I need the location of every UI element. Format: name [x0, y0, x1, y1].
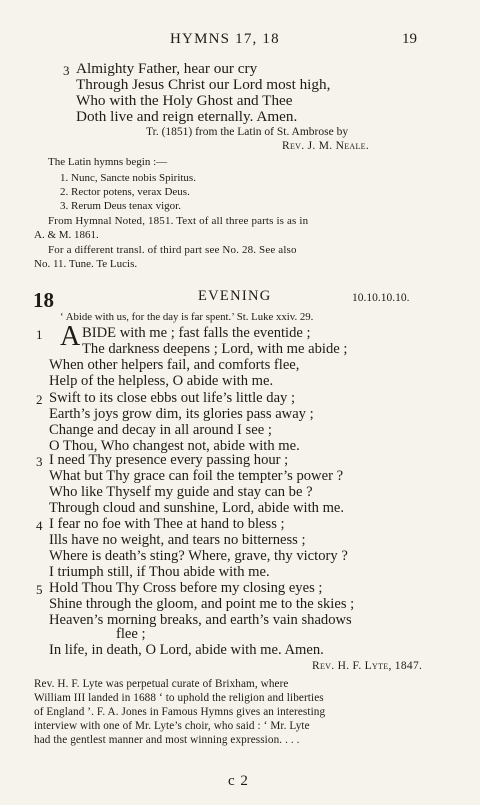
- verse-line: Who with the Holy Ghost and Thee: [76, 92, 293, 109]
- footnote-line: had the gentlest manner and most winning expression. . . .: [34, 734, 300, 746]
- translation-note: For a different transl. of third part see No. 28. See also: [48, 244, 297, 256]
- verse-line: Earth’s joys grow dim, its glories pass away ;: [49, 406, 314, 422]
- verse-line: Swift to its close ebbs out life’s little day ;: [49, 390, 296, 406]
- verse-line: Through cloud and sunshine, Lord, abide with me.: [49, 500, 345, 516]
- footnote-line: interview with one of Mr. Lyte’s choir, who said : ‘ Mr. Lyte: [34, 720, 310, 732]
- verse-number: 4: [36, 518, 43, 533]
- verse-line: Heaven’s morning breaks, and earth’s vain shadows: [49, 612, 352, 628]
- source-note: From Hymnal Noted, 1851. Text of all three parts is as in: [48, 215, 309, 227]
- verse-number: 5: [36, 582, 43, 597]
- verse-line: O Thou, Who changest not, abide with me.: [49, 438, 300, 454]
- verse-number: 2: [36, 392, 43, 407]
- translation-attribution: Tr. (1851) from the Latin of St. Ambrose by: [146, 126, 349, 138]
- signature-mark: c 2: [228, 773, 249, 789]
- page-number: 19: [402, 31, 417, 47]
- hymn-meter: 10.10.10.10.: [352, 292, 410, 304]
- verse-line: Ills have no weight, and tears no bitterness ;: [49, 532, 306, 548]
- footnote-line: Rev. H. F. Lyte was perpetual curate of Brixham, where: [34, 678, 289, 690]
- latin-list-item: 2. Rector potens, verax Deus.: [60, 186, 190, 198]
- verse-line: I need Thy presence every passing hour ;: [49, 452, 289, 468]
- verse-line: Help of the helpless, O abide with me.: [49, 373, 274, 389]
- hymn-epigraph: ‘ Abide with us, for the day is far spent.’ St. Luke xxiv. 29.: [60, 311, 314, 323]
- verse-line: Doth live and reign eternally. Amen.: [76, 108, 298, 125]
- verse-line: Through Jesus Christ our Lord most high,: [76, 76, 331, 93]
- footnote-line: William III landed in 1688 ‘ to uphold the religion and liberties: [34, 692, 324, 704]
- running-head: HYMNS 17, 18: [170, 31, 280, 47]
- verse-line: Shine through the gloom, and point me to the skies ;: [49, 596, 355, 612]
- verse-line: flee ;: [116, 626, 146, 642]
- latin-intro: The Latin hymns begin :—: [48, 156, 168, 168]
- verse-line: What but Thy grace can foil the tempter’s power ?: [49, 468, 344, 484]
- verse-number: 3: [36, 454, 43, 469]
- verse-line: I fear no foe with Thee at hand to bless ;: [49, 516, 285, 532]
- hymn-title: EVENING: [198, 288, 272, 304]
- footnote-line: of England ’. F. A. Jones in Famous Hymns gives an interesting: [34, 706, 326, 718]
- latin-list-item: 1. Nunc, Sancte nobis Spiritus.: [60, 172, 196, 184]
- verse-line: BIDE with me ; fast falls the eventide ;: [82, 325, 311, 341]
- verse-number: 1: [36, 327, 43, 342]
- verse-line: Where is death’s sting? Where, grave, thy victory ?: [49, 548, 348, 564]
- hymn-number: 18: [33, 288, 54, 312]
- verse-line: In life, in death, O Lord, abide with me. Amen.: [49, 642, 324, 658]
- verse-number: 3: [63, 63, 70, 78]
- hymn-author: Rev. H. F. Lyte, 1847.: [312, 660, 423, 672]
- verse-line: The darkness deepens ; Lord, with me abide ;: [82, 341, 348, 357]
- translator-name: Rev. J. M. Neale.: [282, 140, 370, 152]
- drop-cap: A: [60, 321, 81, 352]
- latin-list-item: 3. Rerum Deus tenax vigor.: [60, 200, 181, 212]
- verse-line: When other helpers fail, and comforts flee,: [49, 357, 300, 373]
- verse-line: Change and decay in all around I see ;: [49, 422, 272, 438]
- verse-line: I triumph still, if Thou abide with me.: [49, 564, 270, 580]
- source-note: A. & M. 1861.: [34, 229, 99, 241]
- verse-line: Who like Thyself my guide and stay can be ?: [49, 484, 313, 500]
- verse-line: Almighty Father, hear our cry: [76, 60, 258, 77]
- tune-note: No. 11. Tune. Te Lucis.: [34, 258, 138, 270]
- verse-line: Hold Thou Thy Cross before my closing eyes ;: [49, 580, 323, 596]
